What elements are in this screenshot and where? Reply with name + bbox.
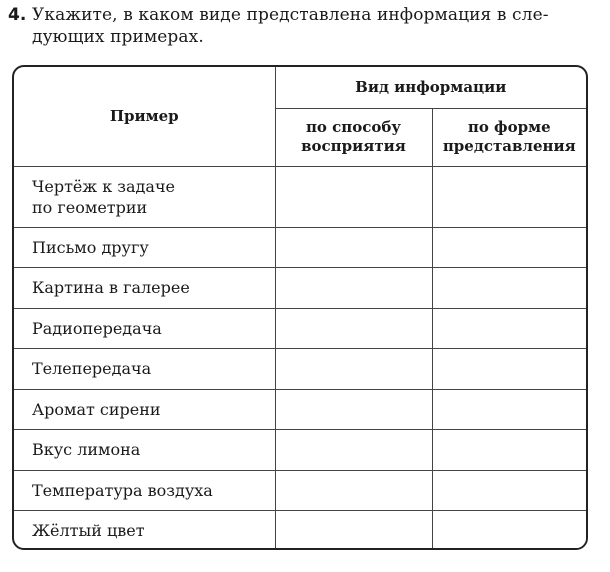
example-cell: Телепередача — [14, 348, 275, 389]
example-cell: Жёлтый цвет — [14, 510, 275, 550]
header-by-form-line-1: по форме — [467, 118, 551, 136]
answer-cell-perception[interactable] — [275, 227, 432, 267]
answer-table-grid — [14, 67, 586, 550]
table-row — [14, 510, 586, 550]
answer-cell-perception[interactable] — [275, 348, 432, 389]
task-line-1 — [8, 4, 598, 26]
table-row — [14, 348, 586, 389]
answer-cell-perception[interactable] — [275, 166, 432, 227]
example-cell — [14, 166, 275, 227]
task-text-line-2: дующих примерах. — [32, 27, 204, 47]
example-cell: Письмо другу — [14, 227, 275, 267]
header-by-form-line-2: представления — [442, 137, 576, 155]
example-cell: Вкус лимона — [14, 429, 275, 470]
answer-cell-perception[interactable] — [275, 267, 432, 308]
header-by-perception-line-1: по способу — [305, 118, 402, 136]
answer-cell-form[interactable] — [432, 429, 586, 470]
task-text-line-1: Укажите, в каком виде представлена информация в сле- — [32, 5, 549, 25]
header-row-1 — [14, 67, 586, 108]
header-by-form — [432, 108, 586, 166]
task-statement — [8, 4, 598, 48]
header-example: Пример — [14, 67, 275, 166]
answer-cell-form[interactable] — [432, 389, 586, 429]
answer-cell-perception[interactable] — [275, 470, 432, 510]
answer-cell-form[interactable] — [432, 227, 586, 267]
answer-cell-form[interactable] — [432, 308, 586, 348]
table-row — [14, 227, 586, 267]
answer-cell-perception[interactable] — [275, 308, 432, 348]
header-by-perception — [275, 108, 432, 166]
answer-table — [12, 65, 588, 550]
table-row — [14, 267, 586, 308]
answer-cell-perception[interactable] — [275, 389, 432, 429]
answer-cell-form[interactable] — [432, 510, 586, 550]
example-cell: Картина в галерее — [14, 267, 275, 308]
table-row — [14, 308, 586, 348]
table-row — [14, 389, 586, 429]
example-cell: Температура воздуха — [14, 470, 275, 510]
table-row — [14, 470, 586, 510]
answer-cell-form[interactable] — [432, 470, 586, 510]
header-info-type: Вид информации — [275, 67, 586, 108]
table-row — [14, 429, 586, 470]
answer-cell-form[interactable] — [432, 267, 586, 308]
example-line-2: по геометрии — [32, 197, 148, 217]
answer-cell-perception[interactable] — [275, 429, 432, 470]
example-line-1: Чертёж к задаче — [32, 176, 175, 196]
answer-cell-form[interactable] — [432, 348, 586, 389]
header-by-perception-line-2: восприятия — [301, 137, 406, 155]
answer-cell-form[interactable] — [432, 166, 586, 227]
answer-cell-perception[interactable] — [275, 510, 432, 550]
example-cell: Радиопередача — [14, 308, 275, 348]
example-cell: Аромат сирени — [14, 389, 275, 429]
task-number: 4. — [8, 5, 27, 25]
table-row — [14, 166, 586, 227]
